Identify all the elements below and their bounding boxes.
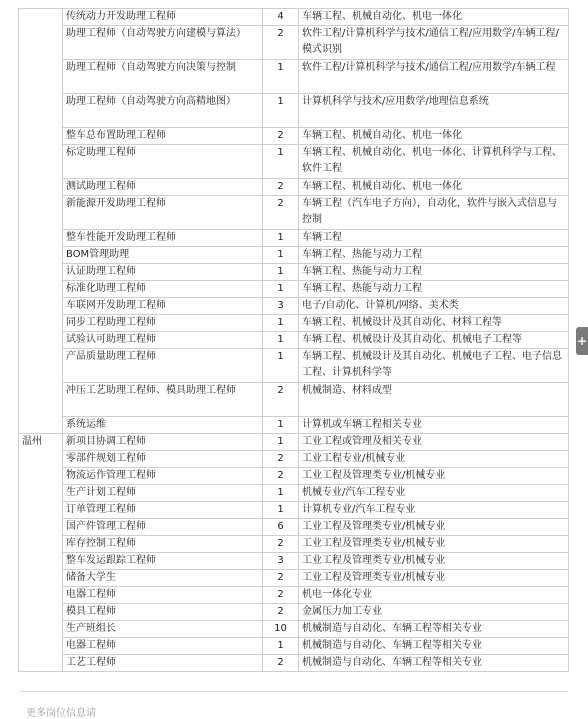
position-cell: 标定助理工程师 [63,145,263,179]
position-cell: 整车总布置助理工程师 [63,128,263,145]
position-cell: 整车性能开发助理工程师 [63,230,263,247]
position-cell: 助理工程师（自动驾驶方向高精地图） [63,94,263,128]
table-row [19,587,569,604]
position-cell: 试验认可助理工程师 [63,332,263,349]
position-cell: 生产计划工程师 [63,485,263,502]
position-cell: 生产班组长 [63,621,263,638]
count-cell: 6 [263,519,299,536]
count-cell: 2 [263,26,299,60]
count-cell: 1 [263,145,299,179]
count-cell: 2 [263,383,299,417]
major-cell: 计算机科学与技术/应用数学/地理信息系统 [299,94,569,128]
count-cell: 2 [263,570,299,587]
position-cell: 库存控制工程师 [63,536,263,553]
major-cell: 计算机或车辆工程相关专业 [299,417,569,434]
table-row [19,60,569,94]
table-row [19,247,569,264]
major-cell: 工业工程或管理及相关专业 [299,434,569,451]
table-row [19,9,569,26]
table-row [19,128,569,145]
table-row [19,315,569,332]
table-row [19,536,569,553]
table-row [19,553,569,570]
count-cell: 4 [263,9,299,26]
count-cell: 1 [263,94,299,128]
major-cell: 软件工程/计算机科学与技术/通信工程/应用数学/车辆工程/模式识别 [299,26,569,60]
major-cell: 机械制造与自动化、车辆工程等相关专业 [299,638,569,655]
city-cell-empty [19,9,63,434]
count-cell: 10 [263,621,299,638]
major-cell: 机电一体化专业 [299,587,569,604]
position-cell: BOM管理助理 [63,247,263,264]
major-cell: 工业工程专业/机械专业 [299,451,569,468]
position-cell: 模具工程师 [63,604,263,621]
table-row [19,349,569,383]
major-cell: 车辆工程、热能与动力工程 [299,264,569,281]
major-cell: 工业工程及管理类专业/机械专业 [299,468,569,485]
position-cell: 助理工程师（自动驾驶方向建模与算法） [63,26,263,60]
count-cell: 2 [263,604,299,621]
position-cell: 订单管理工程师 [63,502,263,519]
count-cell: 3 [263,298,299,315]
major-cell: 机械制造、材料成型 [299,383,569,417]
table-row [19,298,569,315]
count-cell: 1 [263,60,299,94]
city-cell: 温州 [19,434,63,672]
position-cell: 零部件规划工程师 [63,451,263,468]
major-cell: 车辆工程、热能与动力工程 [299,281,569,298]
count-cell: 1 [263,315,299,332]
count-cell: 1 [263,281,299,298]
footer-text: 更多岗位信息请 [26,708,96,719]
major-cell: 车辆工程 [299,230,569,247]
table-row [19,281,569,298]
position-cell: 系统运维 [63,417,263,434]
count-cell: 1 [263,230,299,247]
major-cell: 工业工程及管理类专业/机械专业 [299,536,569,553]
count-cell: 2 [263,468,299,485]
table-row [19,451,569,468]
table-row [19,570,569,587]
divider [20,691,568,692]
count-cell: 2 [263,451,299,468]
position-cell: 传统动力开发助理工程师 [63,9,263,26]
expand-tab-button[interactable]: + [576,327,588,355]
major-cell: 车辆工程、机械自动化、机电一体化、计算机科学与工程、软件工程 [299,145,569,179]
count-cell: 2 [263,128,299,145]
table-row [19,604,569,621]
count-cell: 1 [263,485,299,502]
table-row [19,94,569,128]
count-cell: 2 [263,179,299,196]
major-cell: 软件工程/计算机科学与技术/通信工程/应用数学/车辆工程 [299,60,569,94]
table-row [19,264,569,281]
table-row [19,519,569,536]
position-cell: 新能源开发助理工程师 [63,196,263,230]
position-cell: 电器工程师 [63,587,263,604]
major-cell: 机械制造与自动化、车辆工程等相关专业 [299,655,569,672]
position-cell: 标准化助理工程师 [63,281,263,298]
major-cell: 车辆工程（汽车电子方向），自动化，软件与嵌入式信息与控制 [299,196,569,230]
table-row [19,434,569,451]
major-cell: 车辆工程、机械自动化、机电一体化 [299,9,569,26]
major-cell: 车辆工程、机械自动化、机电一体化 [299,179,569,196]
position-cell: 车联网开发助理工程师 [63,298,263,315]
position-cell: 国产件管理工程师 [63,519,263,536]
count-cell: 2 [263,196,299,230]
count-cell: 1 [263,638,299,655]
table-row [19,196,569,230]
major-cell: 电子/自动化、计算机/网络、美术类 [299,298,569,315]
major-cell: 车辆工程、热能与动力工程 [299,247,569,264]
position-cell: 认证助理工程师 [63,264,263,281]
table-row [19,179,569,196]
table-row [19,417,569,434]
major-cell: 机械制造与自动化、车辆工程等相关专业 [299,621,569,638]
count-cell: 2 [263,655,299,672]
major-cell: 金属压力加工专业 [299,604,569,621]
count-cell: 1 [263,332,299,349]
position-cell: 助理工程师（自动驾驶方向决策与控制 [63,60,263,94]
position-cell: 物流运作管理工程师 [63,468,263,485]
major-cell: 计算机专业/汽车工程专业 [299,502,569,519]
count-cell: 1 [263,502,299,519]
count-cell: 3 [263,553,299,570]
table-row [19,332,569,349]
count-cell: 1 [263,417,299,434]
table-row [19,383,569,417]
major-cell: 工业工程及管理类专业/机械专业 [299,519,569,536]
table-row [19,26,569,60]
position-cell: 工艺工程师 [63,655,263,672]
count-cell: 1 [263,247,299,264]
table-row [19,655,569,672]
count-cell: 1 [263,434,299,451]
position-cell: 电器工程师 [63,638,263,655]
table-row [19,468,569,485]
major-cell: 车辆工程、机械设计及其自动化、材料工程等 [299,315,569,332]
position-cell: 新项目协调工程师 [63,434,263,451]
table-row [19,638,569,655]
major-cell: 车辆工程、机械设计及其自动化、机械电子工程、电子信息工程、计算机科学等 [299,349,569,383]
position-cell: 整车发运跟踪工程师 [63,553,263,570]
position-cell: 冲压工艺助理工程师、模具助理工程师 [63,383,263,417]
position-cell: 测试助理工程师 [63,179,263,196]
major-cell: 机械专业/汽车工程专业 [299,485,569,502]
table-row [19,621,569,638]
table-row [19,230,569,247]
major-cell: 工业工程及管理类专业/机械专业 [299,553,569,570]
table-row [19,145,569,179]
table-row [19,502,569,519]
position-cell: 产品质量助理工程师 [63,349,263,383]
count-cell: 2 [263,536,299,553]
table-row [19,485,569,502]
major-cell: 车辆工程、机械设计及其自动化、机械电子工程等 [299,332,569,349]
count-cell: 1 [263,264,299,281]
position-cell: 同步工程助理工程师 [63,315,263,332]
major-cell: 车辆工程、机械自动化、机电一体化 [299,128,569,145]
count-cell: 1 [263,349,299,383]
recruitment-table [18,8,569,672]
count-cell: 2 [263,587,299,604]
position-cell: 储备大学生 [63,570,263,587]
major-cell: 工业工程及管理类专业/机械专业 [299,570,569,587]
